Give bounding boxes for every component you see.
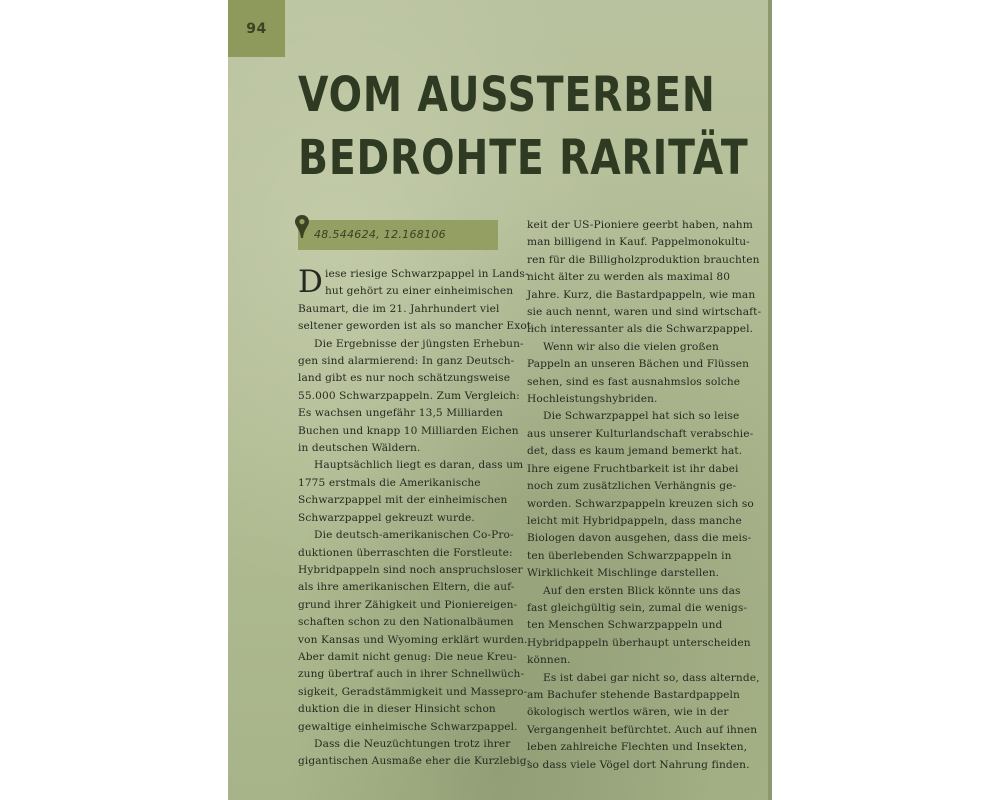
text-line: aus unserer Kulturlandschaft verabschie- xyxy=(527,427,754,440)
text-line: Jahre. Kurz, die Bastardpappeln, wie man xyxy=(527,288,756,301)
text-line: ren für die Billigholzproduktion brauchten xyxy=(527,253,760,266)
text-line: gewaltige einheimische Schwarzpappel. xyxy=(298,720,518,733)
text-line: Baumart, die im 21. Jahrhundert viel xyxy=(298,302,500,315)
text-line: grund ihrer Zähigkeit und Pioniereigen- xyxy=(298,598,518,611)
text-line: ten überlebenden Schwarzpappeln in xyxy=(527,549,732,562)
text-line: duktionen überraschten die Forstleute: xyxy=(298,546,513,559)
text-line: Hauptsächlich liegt es daran, dass um xyxy=(314,459,524,472)
coordinates-bar xyxy=(298,220,498,250)
text-line: Biologen davon ausgehen, dass die meis- xyxy=(527,532,752,545)
text-line: ökologisch wertlos wären, wie in der xyxy=(527,706,729,719)
text-line: Buchen und knapp 10 Milliarden Eichen xyxy=(298,424,519,437)
text-line: Dass die Neuzüchtungen trotz ihrer xyxy=(314,737,511,750)
text-line: gen sind alarmierend: In ganz Deutsch- xyxy=(298,355,515,368)
drop-cap: D xyxy=(298,264,323,300)
page-number: 94 xyxy=(246,20,267,37)
text-line: Die Ergebnisse der jüngsten Erhebun- xyxy=(314,337,524,350)
text-line: man billigend in Kauf. Pappelmonokultu- xyxy=(527,236,750,249)
text-line: können. xyxy=(527,654,571,667)
text-line: von Kansas und Wyoming erklärt wurden. xyxy=(298,633,528,646)
page-title xyxy=(298,64,749,190)
text-line: Aber damit nicht genug: Die neue Kreu- xyxy=(298,650,517,663)
page-edge xyxy=(768,0,772,800)
text-line: Vergangenheit befürchtet. Auch auf ihnen xyxy=(527,723,758,736)
text-line: Die deutsch-amerikanischen Co-Pro- xyxy=(314,529,514,542)
text-line: worden. Schwarzpappeln kreuzen sich so xyxy=(527,497,754,510)
text-line: Hochleistungshybriden. xyxy=(527,393,658,406)
text-line: Ihre eigene Fruchtbarkeit ist ihr dabei xyxy=(527,462,739,475)
text-line: det, dass es kaum jemand bemerkt hat. xyxy=(527,445,743,458)
article-column-left xyxy=(298,264,535,771)
text-line: duktion die in dieser Hinsicht schon xyxy=(298,703,496,716)
text-line: am Bachufer stehende Bastardpappeln xyxy=(527,688,740,701)
text-line: zung übertraf auch in ihrer Schnellwüch- xyxy=(298,668,525,681)
text-line: fast gleichgültig sein, zumal die wenigs- xyxy=(527,601,748,614)
text-line: ten Menschen Schwarzpappeln und xyxy=(527,619,723,632)
text-line: Es wachsen ungefähr 13,5 Milliarden xyxy=(298,407,503,420)
text-line: Schwarzpappel gekreuzt wurde. xyxy=(298,511,475,524)
text-line: Wenn wir also die vielen großen xyxy=(543,340,719,353)
text-line: so dass viele Vögel dort Nahrung finden. xyxy=(527,758,750,771)
text-line: sehen, sind es fast ausnahmslos solche xyxy=(527,375,741,388)
text-line: Pappeln an unseren Bächen und Flüssen xyxy=(527,358,750,371)
text-line: in deutschen Wäldern. xyxy=(298,442,421,455)
text-line: leicht mit Hybridpappeln, dass manche xyxy=(527,514,742,527)
page-number-box xyxy=(228,0,285,57)
text-line: Es ist dabei gar nicht so, dass alternde, xyxy=(543,671,760,684)
text-line: 1775 erstmals die Amerikanische xyxy=(298,476,481,489)
text-line: noch zum zusätzlichen Verhängnis ge- xyxy=(527,480,737,493)
text-line: Wirklichkeit Mischlinge darstellen. xyxy=(527,567,720,580)
text-line: iese riesige Schwarzpappel in Lands- xyxy=(324,268,529,280)
gps-coordinates: 48.544624, 12.168106 xyxy=(314,228,446,241)
text-line: Auf den ersten Blick könnte uns das xyxy=(543,584,741,597)
text-line: Die Schwarzpappel hat sich so leise xyxy=(543,410,740,423)
text-line: leben zahlreiche Flechten und Insekten, xyxy=(527,741,748,754)
text-line: keit der US-Pioniere geerbt haben, nahm xyxy=(527,219,753,231)
text-line: lich interessanter als die Schwarzpappel. xyxy=(527,323,754,336)
text-line: land gibt es nur noch schätzungsweise xyxy=(298,372,511,385)
map-pin-icon xyxy=(294,214,310,240)
text-line: hut gehört zu einer einheimischen xyxy=(324,285,514,298)
text-line: Schwarzpappel mit der einheimischen xyxy=(298,494,508,507)
text-line: Hybridpappeln überhaupt unterscheiden xyxy=(527,636,751,649)
text-line: als ihre amerikanischen Eltern, die auf- xyxy=(298,581,515,594)
text-line: gigantischen Ausmaße eher die Kurzlebig- xyxy=(298,755,531,768)
text-line: seltener geworden ist als so mancher Exot. xyxy=(298,320,535,333)
article-column-right xyxy=(527,217,762,774)
text-line: schaften schon zu den Nationalbäumen xyxy=(298,616,514,629)
title-line-2: BEDROHTE RARITÄT xyxy=(298,130,749,186)
text-line: 55.000 Schwarzpappeln. Zum Vergleich: xyxy=(298,389,520,402)
text-line: sie auch nennt, waren und sind wirtschaft- xyxy=(527,306,762,319)
text-line: sigkeit, Geradstämmigkeit und Massepro- xyxy=(298,685,528,698)
book-page xyxy=(228,0,772,800)
text-line: nicht älter zu werden als maximal 80 xyxy=(527,271,731,284)
text-line: Hybridpappeln sind noch anspruchsloser xyxy=(298,563,523,576)
title-line-1: VOM AUSSTERBEN xyxy=(298,67,716,123)
